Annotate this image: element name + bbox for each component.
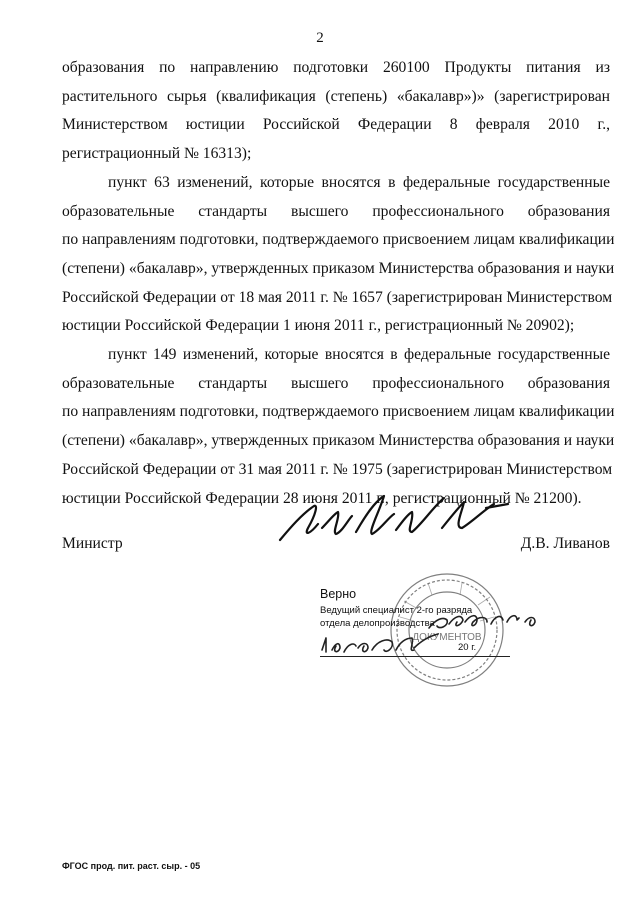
text-line: по направлениям подготовки, подтверждаемого присвоением лицам квалификации [62,403,615,421]
minister-title: Министр [62,535,123,552]
text-line: по направлениям подготовки, подтверждаемого присвоением лицам квалификации [62,231,615,249]
text-line: Министерством юстиции Российской Федерации 8 февраля 2010 г., [62,116,610,134]
page-number: 2 [316,30,324,46]
text-line: юстиции Российской Федерации 1 июня 2011 г., регистрационный № 20902); [62,317,575,335]
text-line: Российской Федерации от 31 мая 2011 г. № 1975 (зарегистрирован Министерством [62,460,613,478]
text-line: регистрационный № 16313); [62,145,252,163]
text-line: юстиции Российской Федерации 28 июня 2011 г., регистрационный № 21200). [62,489,582,507]
minister-signature [272,488,522,558]
verno-label: Верно [320,587,357,601]
text-line: образования по направлению подготовки 260100 Продукты питания из [62,59,610,76]
text-line: образовательные стандарты высшего профессионального образования [62,374,610,392]
paragraph-2 [62,169,615,341]
document-body [62,54,615,513]
certifier-role: Ведущий специалист 2-го разряда [320,605,473,616]
date-year: 20 г. [458,642,477,653]
text-line: (степени) «бакалавр», утвержденных приказом Министерства образования и науки [62,259,615,277]
text-line: образовательные стандарты высшего профессионального образования [62,202,610,220]
text-line: пункт 149 изменений, которые вносятся в федеральные государственные [108,346,610,364]
stamp-text: ДОКУМЕНТОВ [412,632,482,643]
text-line: (степени) «бакалавр», утвержденных приказом Министерства образования и науки [62,432,615,450]
certifier-department: отдела делопроизводства [320,618,435,629]
text-line: Российской Федерации от 18 мая 2011 г. № 1657 (зарегистрирован Министерством [62,288,613,306]
text-line: пункт 63 изменений, которые вносятся в федеральные государственные [108,173,610,191]
paragraph-1 [62,54,610,169]
footer-code: ФГОС прод. пит. раст. сыр. - 05 [62,861,201,871]
minister-name: Д.В. Ливанов [520,535,610,552]
text-line: растительного сырья (квалификация (степень) «бакалавр»)» (зарегистрирован [62,87,610,105]
date-handwriting [318,624,468,664]
